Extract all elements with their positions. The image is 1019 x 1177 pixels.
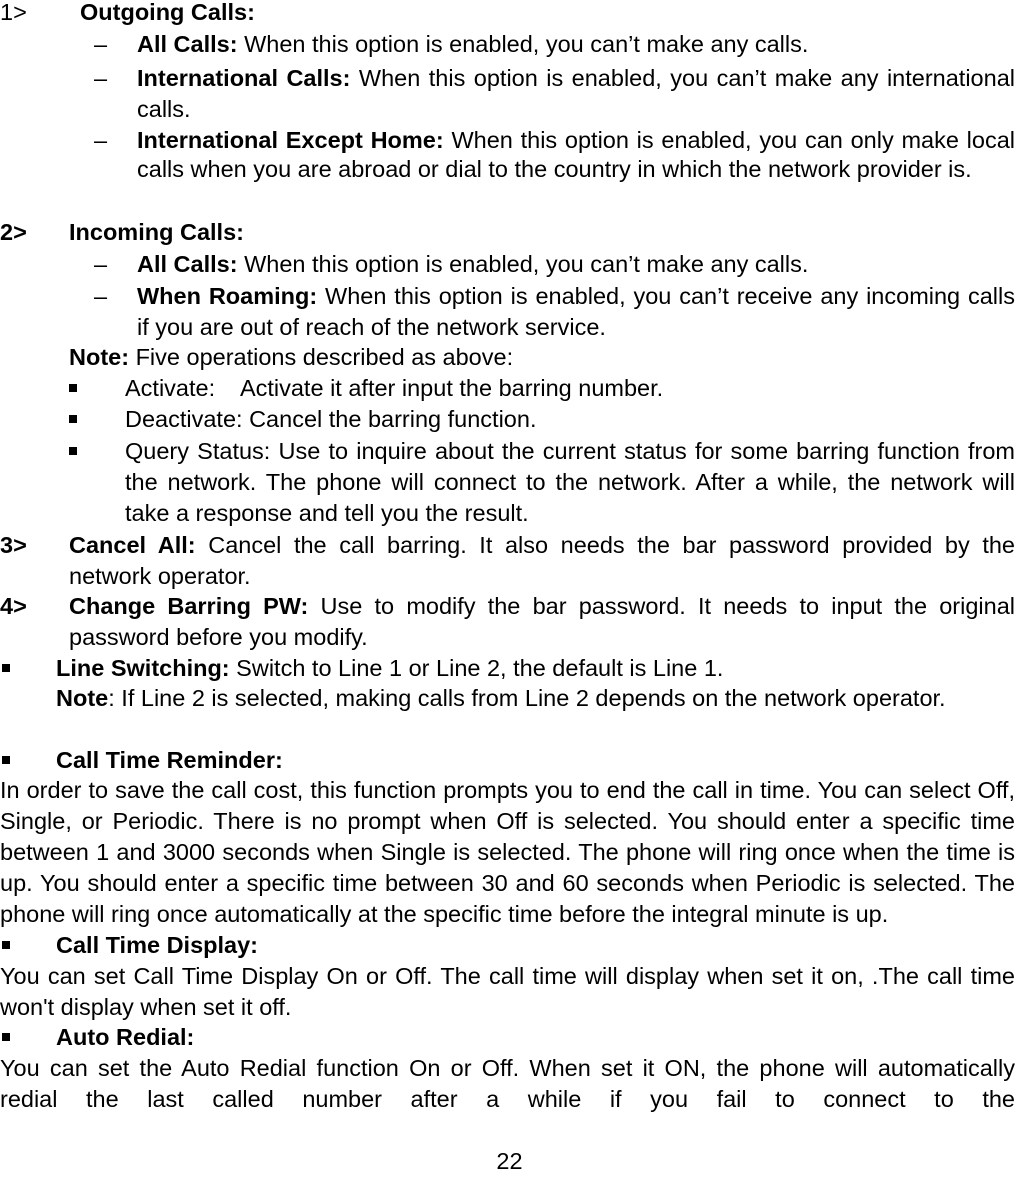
item-text: When this option is enabled, you can’t make any calls. — [237, 251, 809, 277]
incoming-item-when-roaming — [0, 281, 1015, 343]
section-title: Outgoing Calls: — [80, 0, 255, 25]
item-text: When this option is enabled, you can’t receive any incoming calls if you are out of reach of the network service. — [137, 283, 1016, 340]
section-text: Switch to Line 1 or Line 2, the default is Line 1. — [229, 655, 724, 681]
operation-text: Activate: Activate it after input the barring number. — [125, 375, 664, 401]
note-text: : If Line 2 is selected, making calls from Line 2 depends on the network operator. — [108, 685, 946, 711]
section-term: Cancel All: — [69, 532, 196, 558]
square-bullet — [69, 415, 77, 423]
note-label: Note — [56, 685, 109, 711]
item-term: When Roaming: — [137, 283, 318, 309]
call-time-reminder-body: In order to save the call cost, this function prompts you to end the call in time. You can select Off, Single, or Periodic. There is no prompt when Off is selected. You should enter a specific time between 1 and 3000 seconds when Single is selected. The phone will ring once when the time is up. You should enter a specific time between 30 and 60 seconds when Periodic is selected. The phone will ring once automatically at the specific time before the integral minute is up. — [0, 777, 1015, 927]
call-time-display-body: You can set Call Time Display On or Off. The call time will display when set it on, .The call time won't display when set it off. — [0, 963, 1015, 1020]
note-label: Note: — [69, 344, 130, 370]
line-switching-note — [0, 683, 1015, 714]
section-term: Line Switching: — [56, 655, 230, 681]
auto-redial-body: You can set the Auto Redial function On or Off. When set it ON, the phone will automatically redial the last called number after a while if you fail to connect to the — [0, 1055, 1015, 1112]
section-change-barring-pw — [0, 591, 1015, 653]
page-number: 22 — [496, 1148, 523, 1174]
section-cancel-all — [0, 530, 1015, 592]
incoming-note — [0, 342, 1015, 373]
item-text: When this option is enabled, you can’t make any international calls. — [137, 65, 1015, 122]
dash-bullet: – — [94, 127, 108, 153]
square-bullet — [2, 756, 10, 764]
outgoing-item-all-calls — [0, 29, 1015, 60]
note-text: Five operations described as above: — [129, 344, 514, 370]
section-term: Change Barring PW: — [69, 593, 309, 619]
item-term: International Except Home: — [137, 127, 444, 153]
dash-bullet: – — [94, 251, 108, 277]
operation-text: Query Status: Use to inquire about the current status for some barring function from the network. The phone will connect to the network. After a while, the network will take a response and tell you the result. — [125, 438, 1015, 526]
section-line-switching — [0, 653, 1015, 684]
section-number: 3> — [0, 532, 27, 558]
square-bullet — [2, 941, 10, 949]
section-title: Call Time Reminder: — [56, 747, 283, 773]
item-term: All Calls: — [137, 31, 238, 57]
operation-deactivate — [0, 404, 1015, 435]
section-text: Use to modify the bar password. It needs to input the original password before you modify. — [69, 593, 1015, 650]
item-term: International Calls: — [137, 65, 351, 91]
operation-activate — [0, 373, 1015, 404]
section-title: Incoming Calls: — [69, 219, 244, 245]
square-bullet — [69, 384, 77, 392]
operation-query-status — [0, 436, 1015, 529]
square-bullet — [2, 664, 10, 672]
section-title: Auto Redial: — [56, 1024, 195, 1050]
square-bullet — [69, 447, 77, 455]
outgoing-item-international — [0, 63, 1015, 125]
dash-bullet: – — [94, 31, 108, 57]
incoming-item-all-calls — [0, 249, 1015, 280]
section-number: 2> — [0, 219, 27, 245]
section-number: 1> — [0, 0, 27, 25]
dash-bullet: – — [94, 283, 108, 309]
item-text: When this option is enabled, you can only make local calls when you are abroad or dial to the country in which the network provider is. — [137, 127, 1016, 182]
section-number: 4> — [0, 593, 27, 619]
section-text: Cancel the call barring. It also needs the bar password provided by the network operator. — [69, 532, 1015, 589]
square-bullet — [2, 1033, 10, 1041]
section-title: Call Time Display: — [56, 932, 258, 958]
dash-bullet: – — [94, 65, 108, 91]
item-term: All Calls: — [137, 251, 238, 277]
item-text: When this option is enabled, you can’t make any calls. — [237, 31, 809, 57]
operation-text: Deactivate: Cancel the barring function. — [125, 406, 537, 432]
outgoing-item-international-except-home — [0, 126, 1015, 184]
